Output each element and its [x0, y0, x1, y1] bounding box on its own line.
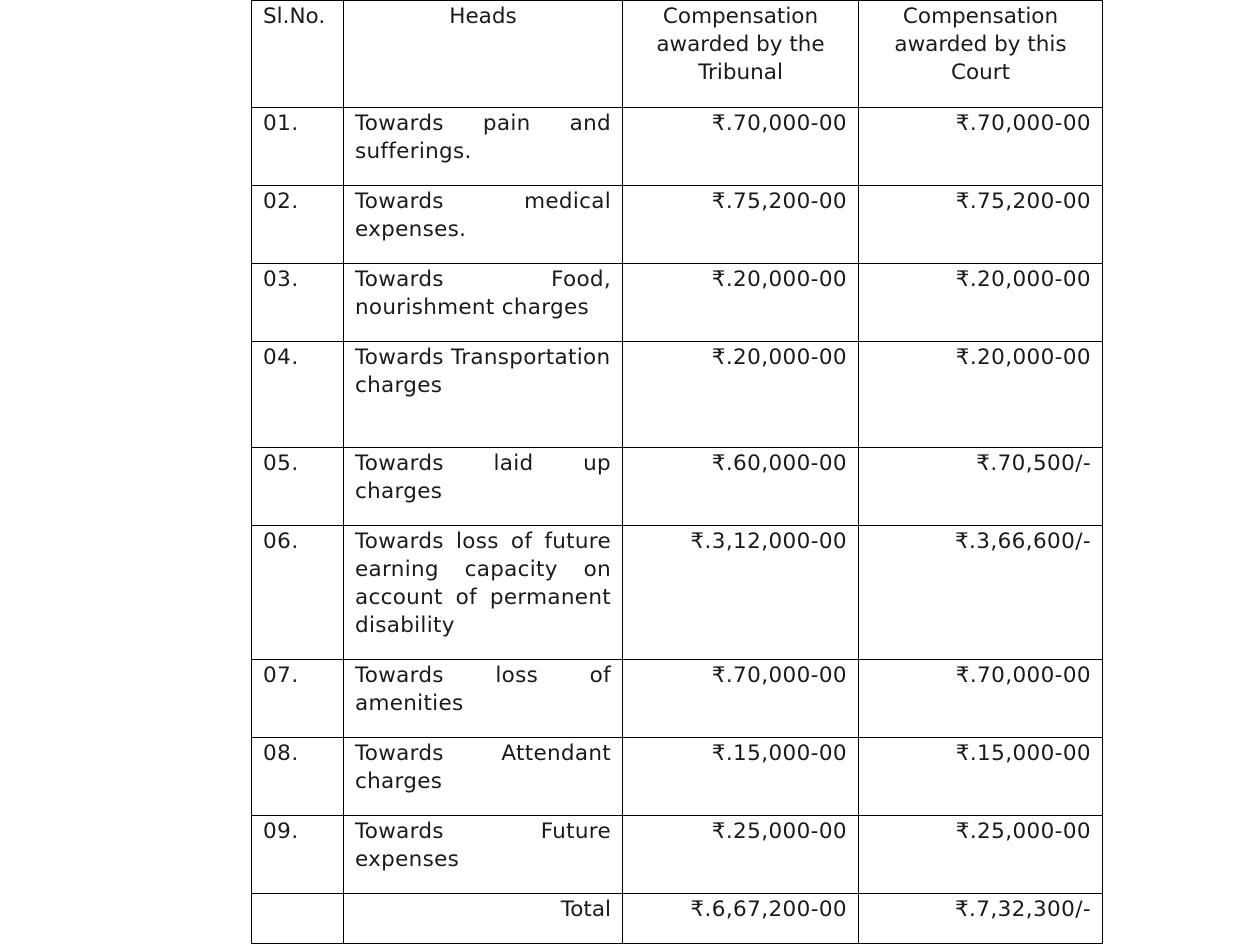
table-row [252, 660, 1103, 738]
row-court-amount: ₹.70,000-00 [859, 660, 1103, 738]
row-head: Towards loss of amenities [344, 660, 623, 738]
table-row [252, 186, 1103, 264]
row-tribunal-amount: ₹.3,12,000-00 [623, 526, 859, 660]
row-number: 09. [252, 816, 344, 894]
row-tribunal-amount: ₹.75,200-00 [623, 186, 859, 264]
compensation-table [251, 0, 1103, 944]
row-court-amount: ₹.20,000-00 [859, 342, 1103, 448]
total-tribunal-amount: ₹.6,67,200-00 [623, 894, 859, 944]
row-number: 04. [252, 342, 344, 448]
row-number: 01. [252, 108, 344, 186]
row-number: 07. [252, 660, 344, 738]
total-spacer [252, 894, 344, 944]
total-row [252, 894, 1103, 944]
row-tribunal-amount: ₹.20,000-00 [623, 264, 859, 342]
table-row [252, 108, 1103, 186]
row-number: 05. [252, 448, 344, 526]
total-court-amount: ₹.7,32,300/- [859, 894, 1103, 944]
row-head: Towards loss of future earning capacity on account of permanent disability [344, 526, 623, 660]
header-court: Compensation awarded by this Court [859, 1, 1103, 108]
row-head: Towards Attendant charges [344, 738, 623, 816]
row-head: Towards pain and sufferings. [344, 108, 623, 186]
row-tribunal-amount: ₹.15,000-00 [623, 738, 859, 816]
row-head: Towards Transportation charges [344, 342, 623, 448]
row-number: 02. [252, 186, 344, 264]
row-tribunal-amount: ₹.70,000-00 [623, 108, 859, 186]
table-row [252, 816, 1103, 894]
row-tribunal-amount: ₹.25,000-00 [623, 816, 859, 894]
row-tribunal-amount: ₹.20,000-00 [623, 342, 859, 448]
row-court-amount: ₹.20,000-00 [859, 264, 1103, 342]
row-court-amount: ₹.3,66,600/- [859, 526, 1103, 660]
table-row [252, 342, 1103, 448]
header-tribunal: Compensation awarded by the Tribunal [623, 1, 859, 108]
row-court-amount: ₹.70,000-00 [859, 108, 1103, 186]
table-row [252, 264, 1103, 342]
row-court-amount: ₹.15,000-00 [859, 738, 1103, 816]
row-tribunal-amount: ₹.70,000-00 [623, 660, 859, 738]
table-row [252, 448, 1103, 526]
total-label: Total [344, 894, 623, 944]
row-head: Towards Food, nourishment charges [344, 264, 623, 342]
row-head: Towards laid up charges [344, 448, 623, 526]
row-number: 08. [252, 738, 344, 816]
row-head: Towards Future expenses [344, 816, 623, 894]
row-number: 06. [252, 526, 344, 660]
header-heads: Heads [344, 1, 623, 108]
header-sl-no: Sl.No. [252, 1, 344, 108]
row-court-amount: ₹.25,000-00 [859, 816, 1103, 894]
table-row [252, 738, 1103, 816]
table-header-row [252, 1, 1103, 108]
row-number: 03. [252, 264, 344, 342]
table-row [252, 526, 1103, 660]
row-head: Towards medical expenses. [344, 186, 623, 264]
row-court-amount: ₹.70,500/- [859, 448, 1103, 526]
row-court-amount: ₹.75,200-00 [859, 186, 1103, 264]
row-tribunal-amount: ₹.60,000-00 [623, 448, 859, 526]
